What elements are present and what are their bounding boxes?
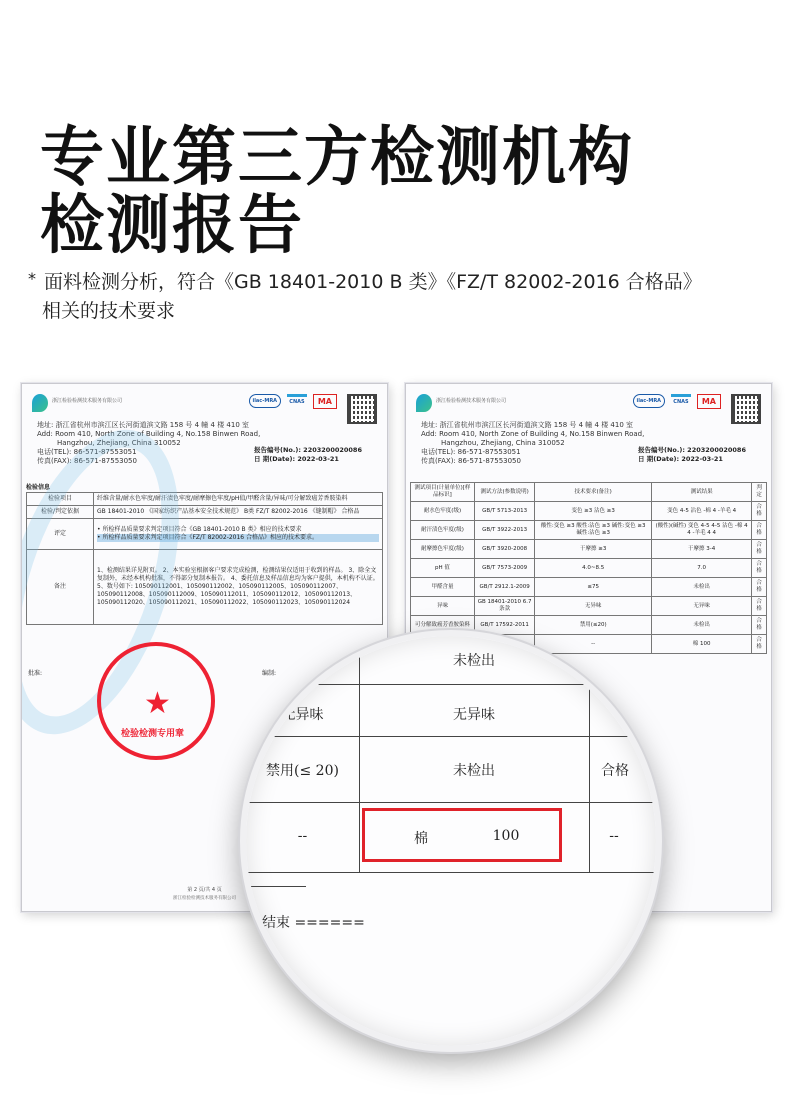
cell: 合格 xyxy=(752,616,767,635)
cell: 甲醛含量 xyxy=(411,578,475,597)
address-cn: 地址: 浙江省杭州市滨江区长河街道滨文路 158 号 4 幢 4 楼 410 室 xyxy=(421,421,634,429)
cell: 耐水色牢度(级) xyxy=(411,502,475,521)
highlight-box xyxy=(362,808,562,862)
cell: 干摩擦 3-4 xyxy=(651,540,751,559)
report-header xyxy=(32,394,377,414)
cell: GB 18401-2010 6.7 条款 xyxy=(474,597,535,616)
cell: -- xyxy=(297,828,308,844)
cell: -- xyxy=(609,828,619,844)
grid-line xyxy=(246,886,306,887)
fax: 传真(FAX): 86-571-87553050 xyxy=(421,457,521,465)
row-key: 评定 xyxy=(27,519,94,550)
cell: 耐汗渍色牢度(级) xyxy=(411,521,475,540)
cell: 合格 xyxy=(752,521,767,540)
qr-code-icon xyxy=(731,394,761,424)
cell: 未检出 xyxy=(453,763,495,779)
cell: 棉 xyxy=(414,831,428,847)
row-value: 纤维含量/耐水色牢度/耐汗渍色牢度/耐摩擦色牢度/pH值/甲醛含量/异味/可分解致癌芳香胺染料 xyxy=(94,493,383,506)
asterisk: * xyxy=(28,269,36,288)
subtitle-line1: 面料检测分析，符合《GB 18401-2010 B 类》《FZ/T 82002-2016 合格品》 xyxy=(44,271,702,293)
grid-line xyxy=(246,684,656,685)
grid-line xyxy=(246,802,656,803)
tel: 电话(TEL): 86-571-87553051 xyxy=(421,448,521,456)
end-marker: 结束 ====== xyxy=(262,915,365,931)
report-meta xyxy=(254,446,362,464)
row-value: 1、检测结果详见附页。 2、本实验室根据客户要求完成检测，检测结果仅适用于收到的样品。 3、除全文复制外，未经本机构批准，不得部分复制本报告。 4、委托信息及样品信息均为客户提供，本机构不认证。 5、数号如下: 105090112001、105090112002、105090112005、105090112007、105090112008、105090112009、105090112011、105090112012、105090112013、105090112020、105090112021、105090112022、105090112023、105090112024 xyxy=(94,550,383,625)
cell: 合格 xyxy=(601,763,629,779)
cell: 100 xyxy=(492,828,520,844)
ma-badge: MA xyxy=(697,394,721,409)
cell: 无异味 xyxy=(535,597,652,616)
cell: 未检出 xyxy=(651,616,751,635)
table-row xyxy=(411,540,767,559)
cell: 合格 xyxy=(752,578,767,597)
ma-badge: MA xyxy=(313,394,337,409)
address-cn: 地址: 浙江省杭州市滨江区长河街道滨文路 158 号 4 幢 4 楼 410 室 xyxy=(37,421,250,429)
company-name: 浙江检验检测技术服务有限公司 xyxy=(52,398,123,404)
subtitle xyxy=(28,268,768,326)
report-number: 报告编号(No.): 2203200020086 xyxy=(638,446,746,454)
cell: 酸性:变色 ≥3 酸性:沾色 ≥3 碱性:变色 ≥3 碱性:沾色 ≥3 xyxy=(535,521,652,540)
company-logo-icon xyxy=(416,394,432,412)
cell: 变色 ≥3 沾色 ≥3 xyxy=(535,502,652,521)
ilac-badge: ilac-MRA xyxy=(633,394,666,408)
col-header: 测试项目(计量单位)[样品标识] xyxy=(411,483,475,502)
cell: 未检出 xyxy=(651,578,751,597)
col-header: 测试结果 xyxy=(651,483,751,502)
cell: 合格 xyxy=(752,540,767,559)
cell: 未检出 xyxy=(453,653,495,669)
row-value: GB 18401-2010 《国家纺织产品基本安全技术规范》 B类 FZ/T 82002-2016 《缝制帽》 合格品 xyxy=(94,506,383,519)
accreditation-badges xyxy=(245,394,338,414)
subtitle-line2: 相关的技术要求 xyxy=(42,300,176,322)
cell: 无异味 xyxy=(453,707,495,723)
approve-label: 批准: xyxy=(28,670,43,677)
cell: GB/T 17592-2011 xyxy=(474,616,535,635)
cell: (酸性)(碱性) 变色 4-5 4-5 沾色 -棉 4 4 -羊毛 4 4 xyxy=(651,521,751,540)
table-row xyxy=(411,559,767,578)
cell: 合格 xyxy=(752,559,767,578)
cell: -- xyxy=(535,635,652,654)
section-title: 检验信息 xyxy=(26,484,51,491)
address-city: Hangzhou, Zhejiang, China 310052 xyxy=(57,439,181,447)
report-meta xyxy=(638,446,746,464)
assessment-line2: • 所检样品质量要求判定项目符合《FZ/T 82002-2016 合格品》相应的技术要求。 xyxy=(97,534,379,542)
cell: 7.0 xyxy=(651,559,751,578)
seal-text: 检验检测专用章 xyxy=(121,729,185,739)
ilac-badge: ilac-MRA xyxy=(249,394,282,408)
report-date: 日 期(Date): 2022-03-21 xyxy=(638,455,723,463)
table-row xyxy=(411,502,767,521)
footer-company: 浙江检验检测技术服务有限公司 xyxy=(173,896,236,901)
cnas-badge: CNAS xyxy=(287,394,306,407)
cell: GB/T 3920-2008 xyxy=(474,540,535,559)
cell: 变色 4-5 沾色 -棉 4 -羊毛 4 xyxy=(651,502,751,521)
table-row xyxy=(411,521,767,540)
cell: ≤75 xyxy=(535,578,652,597)
cell: 合格 xyxy=(752,597,767,616)
cell: GB/T 5713-2013 xyxy=(474,502,535,521)
cell: 干摩擦 ≥3 xyxy=(535,540,652,559)
grid-line xyxy=(246,736,656,737)
cell: 可分解致癌芳香胺染料 xyxy=(411,616,475,635)
cell: 禁用(≤20) xyxy=(535,616,652,635)
report-number: 报告编号(No.): 2203200020086 xyxy=(254,446,362,454)
col-header: 技术要求(备注) xyxy=(535,483,652,502)
col-header: 测试方法(参数说明) xyxy=(474,483,535,502)
table-row xyxy=(411,597,767,616)
cnas-badge: CNAS xyxy=(671,394,690,407)
row-key: 检验项目 xyxy=(27,493,94,506)
cell: 无异味 xyxy=(281,707,324,723)
cell: 4.0~8.5 xyxy=(535,559,652,578)
cell: 禁用(≤ 20) xyxy=(266,763,339,779)
row-key: 检验/判定依据 xyxy=(27,506,94,519)
report-header xyxy=(416,394,761,414)
cell: pH 值 xyxy=(411,559,475,578)
tel: 电话(TEL): 86-571-87553051 xyxy=(37,448,137,456)
magnifier-lens xyxy=(240,630,662,1052)
magnified-table xyxy=(246,636,656,1046)
page-number: 第 2 页/共 4 页 xyxy=(187,887,222,893)
assessment-line1: • 所检样品质量要求判定项目符合《GB 18401-2010 B 类》相应的技术要求 xyxy=(97,526,302,533)
qr-code-icon xyxy=(347,394,377,424)
headline-line2: 检测报告 xyxy=(40,189,304,263)
grid-line xyxy=(246,872,656,873)
address-en: Add: Room 410, North Zone of Building 4, No.158 Binwen Road, xyxy=(421,430,645,438)
cell: 合格 xyxy=(752,502,767,521)
edit-label: 编制: xyxy=(262,670,277,677)
company-name: 浙江检验检测技术服务有限公司 xyxy=(436,398,507,404)
seal-star-icon: ★ xyxy=(144,686,171,721)
col-header: 判定 xyxy=(752,483,767,502)
company-logo-icon xyxy=(32,394,48,412)
cell: 棉 100 xyxy=(651,635,751,654)
cell: 合格 xyxy=(752,635,767,654)
row-key: 备注 xyxy=(27,550,94,625)
accreditation-badges xyxy=(629,394,722,414)
fax: 传真(FAX): 86-571-87553050 xyxy=(37,457,137,465)
address-en: Add: Room 410, North Zone of Building 4, No.158 Binwen Road, xyxy=(37,430,261,438)
table-row xyxy=(411,578,767,597)
cell: 无异味 xyxy=(651,597,751,616)
cell: 异味 xyxy=(411,597,475,616)
results-table xyxy=(410,482,767,654)
grid-line xyxy=(359,636,360,872)
address-city: Hangzhou, Zhejiang, China 310052 xyxy=(441,439,565,447)
report-date: 日 期(Date): 2022-03-21 xyxy=(254,455,339,463)
cell: GB/T 2912.1-2009 xyxy=(474,578,535,597)
headline-line1: 专业第三方检测机构 xyxy=(40,121,634,195)
cell: GB/T 3922-2013 xyxy=(474,521,535,540)
red-seal xyxy=(97,642,215,760)
cell: 耐摩擦色牢度(级) xyxy=(411,540,475,559)
table-header-row xyxy=(411,483,767,502)
cell: GB/T 7573-2009 xyxy=(474,559,535,578)
